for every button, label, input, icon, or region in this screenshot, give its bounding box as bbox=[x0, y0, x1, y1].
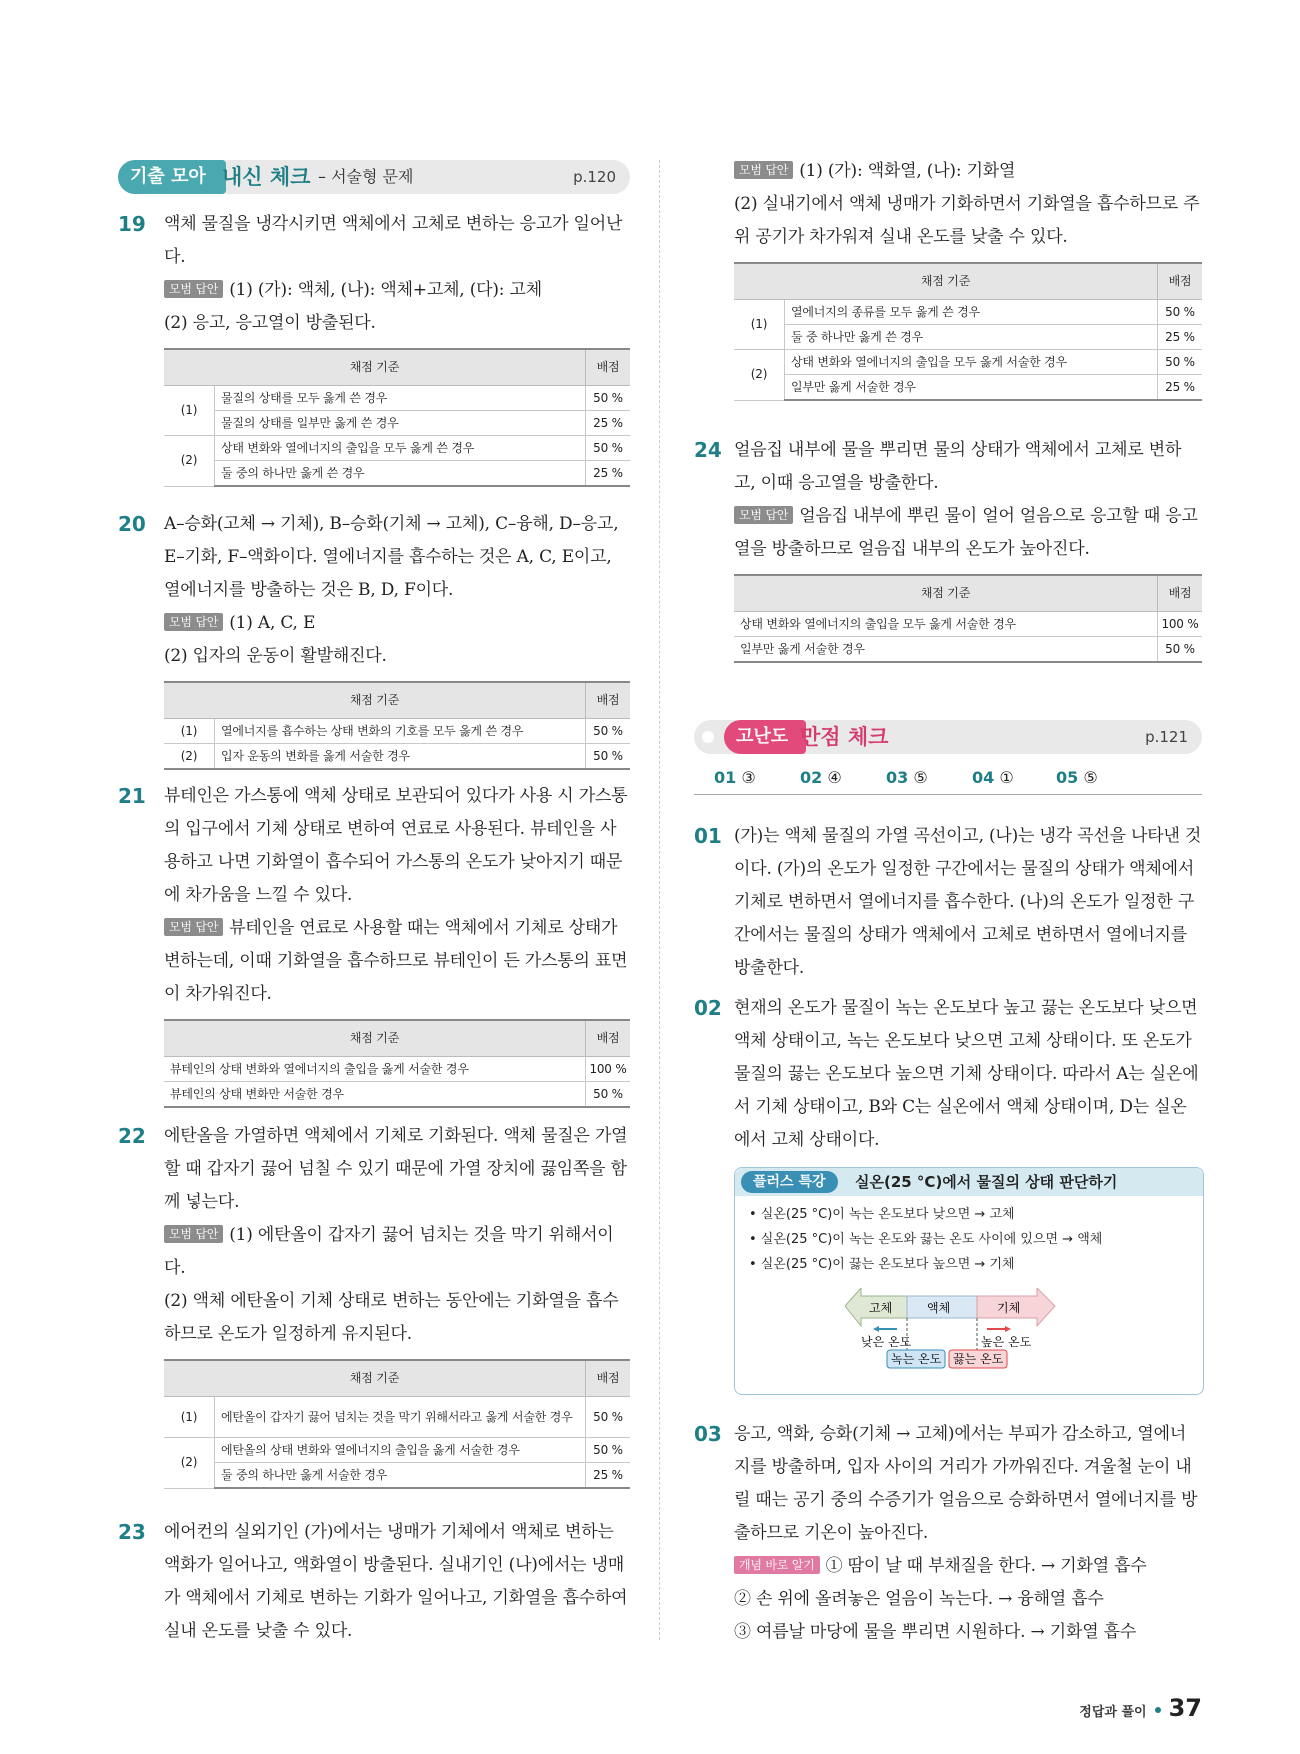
table-row: 일부만 옳게 서술한 경우 25 % bbox=[734, 375, 1202, 401]
scoring-table bbox=[164, 348, 630, 487]
question-text: 에탄올을 가열하면 액체에서 기체로 기화된다. 액체 물질은 가열할 때 갑자기 끓어 넘칠 수 있기 때문에 가열 장치에 끓임쪽을 함께 넣는다. bbox=[164, 1126, 628, 1212]
question-number: 23 bbox=[118, 1520, 146, 1544]
diagram-label-solid: 고체 bbox=[869, 1301, 893, 1315]
table-row: 둘 중의 하나만 옳게 쓴 경우 25 % bbox=[164, 461, 630, 487]
list-item: • 실온(25 °C)이 끓는 온도보다 높으면 → 기체 bbox=[749, 1257, 1015, 1272]
section-tag: 고난도 bbox=[724, 720, 806, 754]
solution-text: 응고, 액화, 승화(기체 → 고체)에서는 부피가 감소하고, 열에너지를 방출하며, 입자 사이의 거리가 가까워진다. 겨울철 눈이 내릴 때는 공기 중의 수증기가 얼음으로 승화하면서 열에너지를 방출하므로 기온이 높아진다. bbox=[734, 1424, 1198, 1543]
table-row: (2) 상태 변화와 열에너지의 출입을 모두 옳게 쓴 경우 50 % bbox=[164, 436, 630, 461]
answer-choice: ⑤ bbox=[913, 768, 928, 787]
table-row: 둘 중 하나만 옳게 쓴 경우 25 % bbox=[734, 325, 1202, 350]
answer-choice: ① bbox=[999, 768, 1014, 787]
question-text: 얼음집 내부에 물을 뿌리면 물의 상태가 액체에서 고체로 변하고, 이때 응고열을 방출한다. bbox=[734, 440, 1182, 493]
answer-line: (2) 입자의 운동이 활발해진다. bbox=[164, 646, 387, 666]
table-row: (2) 에탄올의 상태 변화와 열에너지의 출입을 옳게 서술한 경우 50 % bbox=[164, 1438, 630, 1463]
section-page-ref: p.121 bbox=[1145, 728, 1188, 746]
scoring-table bbox=[164, 681, 630, 770]
table-row: 상태 변화와 열에너지의 출입을 모두 옳게 서술한 경우 100 % bbox=[734, 612, 1202, 637]
table-row: (1) 열에너지를 흡수하는 상태 변화의 기호를 모두 옳게 쓴 경우 50 % bbox=[164, 719, 630, 744]
answer-line: (1) 에탄올이 갑자기 끓어 넘치는 것을 막기 위해서이다. bbox=[164, 1225, 614, 1278]
diagram-label-melt: 녹는 온도 bbox=[891, 1352, 942, 1366]
model-answer-badge: 모범 답안 bbox=[734, 161, 793, 179]
table-row: (1) 물질의 상태를 모두 옳게 쓴 경우 50 % bbox=[164, 386, 630, 411]
question-text: 에어컨의 실외기인 (가)에서는 냉매가 기체에서 액체로 변하는 액화가 일어나고, 액화열이 방출된다. 실내기인 (나)에서는 냉매가 액체에서 기체로 변하는 기화가 일어나고, 기화열을 흡수하여 실내 온도를 낮출 수 있다. bbox=[164, 1522, 628, 1641]
solution-text: (가)는 액체 물질의 가열 곡선이고, (나)는 냉각 곡선을 나타낸 것이다. (가)의 온도가 일정한 구간에서는 물질의 상태가 액체에서 기체로 변하면서 열에너지를 흡수한다. (나)의 온도가 일정한 구간에서는 물질의 상태가 액체에서 고체로 변하면서 열에너지를 방출한다. bbox=[734, 826, 1202, 978]
section-header-naesin bbox=[118, 160, 630, 194]
answer-line: (1) (가): 액화열, (나): 기화열 bbox=[799, 161, 1016, 181]
table-header: 배점 bbox=[586, 1360, 631, 1397]
answer-line: 얼음집 내부에 뿌린 물이 얼어 얼음으로 응고할 때 응고열을 방출하므로 얼음집 내부의 온도가 높아진다. bbox=[734, 506, 1198, 559]
question-number: 20 bbox=[118, 512, 146, 536]
scoring-table bbox=[164, 1019, 630, 1108]
diagram-label-high: 높은 온도 bbox=[981, 1335, 1032, 1349]
question-text: A–승화(고체 → 기체), B–승화(기체 → 고체), C–융해, D–응고, E–기화, F–액화이다. 열에너지를 흡수하는 것은 A, C, E이고, 열에너지를 방출하는 것은 B, D, F이다. bbox=[164, 514, 619, 600]
scoring-table bbox=[164, 1359, 630, 1489]
answer-number: 04 bbox=[972, 768, 995, 787]
table-header: 채점 기준 bbox=[734, 263, 1158, 300]
section-header-manjeom bbox=[694, 720, 1202, 754]
diagram-label-gas: 기체 bbox=[997, 1301, 1021, 1315]
question-number: 24 bbox=[694, 438, 722, 462]
concept-item: ③ 여름날 마당에 물을 뿌리면 시원하다. → 기화열 흡수 bbox=[734, 1622, 1137, 1642]
answer-number: 01 bbox=[714, 768, 737, 787]
column-divider bbox=[659, 160, 660, 1640]
table-header: 배점 bbox=[1158, 575, 1203, 612]
answer-choice: ③ bbox=[741, 768, 756, 787]
answer-number: 02 bbox=[800, 768, 823, 787]
question-text: 액체 물질을 냉각시키면 액체에서 고체로 변하는 응고가 일어난다. bbox=[164, 214, 623, 267]
concept-item: ① 땀이 날 때 부채질을 한다. → 기화열 흡수 bbox=[825, 1556, 1147, 1576]
table-row: (2) 상태 변화와 열에너지의 출입을 모두 옳게 서술한 경우 50 % bbox=[734, 350, 1202, 375]
table-row: 뷰테인의 상태 변화만 서술한 경우 50 % bbox=[164, 1082, 630, 1108]
question-number: 03 bbox=[694, 1422, 722, 1446]
question-number: 01 bbox=[694, 824, 722, 848]
question-number: 02 bbox=[694, 996, 722, 1020]
table-header: 배점 bbox=[586, 682, 631, 719]
plus-title: 실온(25 °C)에서 물질의 상태 판단하기 bbox=[855, 1173, 1118, 1191]
section-tag: 기출 모아 bbox=[118, 160, 226, 194]
divider bbox=[694, 794, 1202, 795]
state-diagram bbox=[845, 1288, 1085, 1388]
table-header: 채점 기준 bbox=[734, 575, 1158, 612]
diagram-label-liquid: 액체 bbox=[927, 1301, 951, 1315]
answer-line: (1) A, C, E bbox=[229, 613, 316, 633]
section-subtitle: – 서술형 문제 bbox=[318, 167, 414, 186]
concept-badge: 개념 바로 알기 bbox=[734, 1556, 820, 1574]
answer-line: (2) 응고, 응고열이 방출된다. bbox=[164, 313, 376, 333]
concept-item: ② 손 위에 올려놓은 얼음이 녹는다. → 융해열 흡수 bbox=[734, 1589, 1104, 1609]
section-title: 내신 체크 bbox=[222, 165, 311, 189]
answer-line: 뷰테인을 연료로 사용할 때는 액체에서 기체로 상태가 변하는데, 이때 기화열을 흡수하므로 뷰테인이 든 가스통의 표면이 차가워진다. bbox=[164, 918, 628, 1004]
footer-dot-icon bbox=[1155, 1707, 1161, 1713]
question-number: 21 bbox=[118, 784, 146, 808]
page-footer bbox=[1079, 1694, 1202, 1722]
table-header: 배점 bbox=[586, 349, 631, 386]
solution-text: 현재의 온도가 물질이 녹는 온도보다 높고 끓는 온도보다 낮으면 액체 상태이고, 녹는 온도보다 낮으면 고체 상태이다. 또 온도가 물질의 끓는 온도보다 높으면 기체 상태이다. 따라서 A는 실온에서 기체 상태이고, B와 C는 실온에서 액체 상태이며, D는 실온에서 고체 상태이다. bbox=[734, 998, 1199, 1150]
answer-line: (2) 실내기에서 액체 냉매가 기화하면서 기화열을 흡수하므로 주위 공기가 차가워져 실내 온도를 낮출 수 있다. bbox=[734, 194, 1200, 247]
table-row: 둘 중의 하나만 옳게 서술한 경우 25 % bbox=[164, 1463, 630, 1489]
table-header: 배점 bbox=[586, 1020, 631, 1057]
answer-number: 03 bbox=[886, 768, 909, 787]
model-answer-badge: 모범 답안 bbox=[164, 1225, 223, 1243]
plus-lecture-box bbox=[734, 1167, 1204, 1395]
scoring-table bbox=[734, 574, 1202, 663]
table-row: 일부만 옳게 서술한 경우 50 % bbox=[734, 637, 1202, 663]
answer-number: 05 bbox=[1056, 768, 1079, 787]
answer-choice: ④ bbox=[827, 768, 842, 787]
quick-answers bbox=[714, 768, 1194, 792]
table-row: 뷰테인의 상태 변화와 열에너지의 출입을 옳게 서술한 경우 100 % bbox=[164, 1057, 630, 1082]
answer-line: (2) 액체 에탄올이 기체 상태로 변하는 동안에는 기화열을 흡수하므로 온도가 일정하게 유지된다. bbox=[164, 1291, 619, 1344]
plus-tag: 플러스 특강 bbox=[741, 1171, 838, 1193]
answer-line: (1) (가): 액체, (나): 액체+고체, (다): 고체 bbox=[229, 280, 542, 300]
table-header: 배점 bbox=[1158, 263, 1203, 300]
question-number: 19 bbox=[118, 212, 146, 236]
model-answer-badge: 모범 답안 bbox=[734, 506, 793, 524]
scoring-table bbox=[734, 262, 1202, 401]
model-answer-badge: 모범 답안 bbox=[164, 280, 223, 298]
list-item: • 실온(25 °C)이 녹는 온도보다 낮으면 → 고체 bbox=[749, 1207, 1015, 1222]
question-text: 뷰테인은 가스통에 액체 상태로 보관되어 있다가 사용 시 가스통의 입구에서 기체 상태로 변하여 연료로 사용된다. 뷰테인을 사용하고 나면 기화열이 흡수되어 가스통의 온도가 낮아지기 때문에 차가움을 느낄 수 있다. bbox=[164, 786, 628, 905]
section-title: 만점 체크 bbox=[800, 725, 889, 749]
page-number: 37 bbox=[1168, 1694, 1202, 1722]
footer-label: 정답과 풀이 bbox=[1079, 1705, 1147, 1720]
model-answer-badge: 모범 답안 bbox=[164, 613, 223, 631]
list-item: • 실온(25 °C)이 녹는 온도와 끓는 온도 사이에 있으면 → 액체 bbox=[749, 1232, 1103, 1247]
model-answer-badge: 모범 답안 bbox=[164, 918, 223, 936]
plus-list bbox=[749, 1202, 1102, 1277]
table-row: 물질의 상태를 일부만 옳게 쓴 경우 25 % bbox=[164, 411, 630, 436]
table-header: 채점 기준 bbox=[164, 1360, 586, 1397]
table-row: (2) 입자 운동의 변화를 옳게 서술한 경우 50 % bbox=[164, 744, 630, 770]
table-header: 채점 기준 bbox=[164, 1020, 586, 1057]
section-page-ref: p.120 bbox=[573, 168, 616, 186]
table-header: 채점 기준 bbox=[164, 682, 586, 719]
table-row: (1) 열에너지의 종류를 모두 옳게 쓴 경우 50 % bbox=[734, 300, 1202, 325]
diagram-label-boil: 끓는 온도 bbox=[953, 1352, 1004, 1366]
answer-choice: ⑤ bbox=[1083, 768, 1098, 787]
bullet-icon bbox=[702, 731, 714, 743]
diagram-label-low: 낮은 온도 bbox=[861, 1335, 912, 1349]
table-row: (1) 에탄올이 갑자기 끓어 넘치는 것을 막기 위해서라고 옳게 서술한 경우 50 % bbox=[164, 1397, 630, 1438]
table-header: 채점 기준 bbox=[164, 349, 586, 386]
question-number: 22 bbox=[118, 1124, 146, 1148]
